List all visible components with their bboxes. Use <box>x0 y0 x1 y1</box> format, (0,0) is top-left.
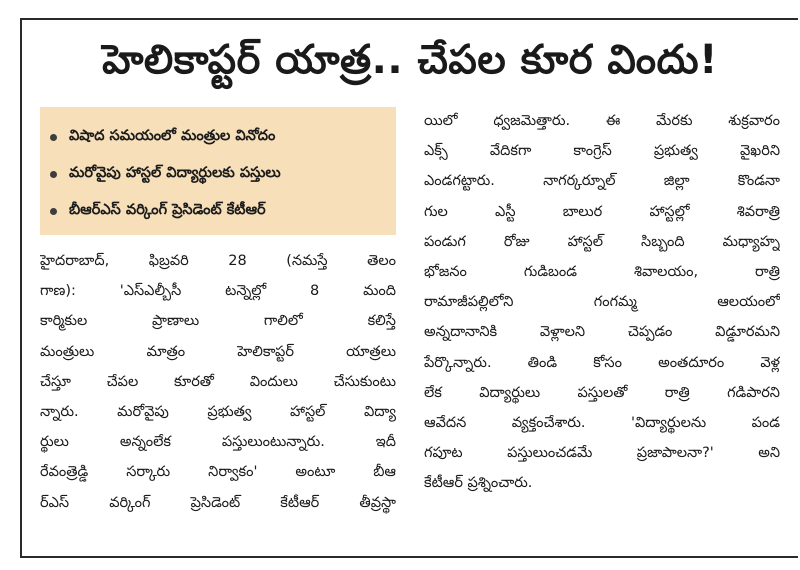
highlight-item <box>50 156 388 193</box>
headline: హెలికాప్టర్ యాత్ర.. చేపల కూర విందు! <box>102 37 718 83</box>
highlights-box <box>40 107 396 235</box>
body-line: పండుగ రోజు హాస్టల్ సిబ్బంది మధ్యాహ్న <box>424 233 780 250</box>
body-line: లేక విద్యార్థులు పస్తులతో రాత్రి గడిపారని <box>424 384 780 401</box>
body-line: మంత్రులు మాత్రం హెలికాప్టర్ యాత్రలు <box>40 343 396 360</box>
body-line: రేవంత్రెడ్డి సర్కారు నిర్వాకం' అంటూ బీఆ <box>40 464 396 481</box>
body-line: యిలో ధ్వజమెత్తారు. ఈ మేరకు శుక్రవారం <box>424 113 780 129</box>
body-line: రామాజీపల్లిలోని గంగమ్మ ఆలయంలో <box>424 294 780 311</box>
body-line: ఆవేదన వ్యక్తంచేశారు. 'విద్యార్థులను పండ <box>424 415 780 432</box>
right-column-body <box>424 106 780 499</box>
highlight-item <box>50 193 388 230</box>
body-line: గపూట పస్తులుంచడమే ప్రజాపాలనా?' అని <box>424 445 780 462</box>
body-line: కేటీఆర్ ప్రశ్నించారు. <box>424 475 533 492</box>
highlight-text: బీఆర్ఎస్ వర్కింగ్ ప్రెసిడెంట్ కేటీఆర్ <box>69 201 266 218</box>
body-line: గాణ): 'ఎస్ఎల్బీసీ టన్నెల్లో 8 మంది <box>40 283 396 300</box>
highlight-text: మరోవైపు హాస్టల్ విద్యార్థులకు పస్తులు <box>69 164 281 181</box>
body-line: న్నారు. మరోవైపు ప్రభుత్వ హాస్టల్ విద్యా <box>40 404 396 421</box>
body-line: భోజనం గుడిబండ శివాలయం, రాత్రి <box>424 264 780 281</box>
body-line: గుల ఎస్టీ బాలుర హాస్టల్లో శివరాత్రి <box>424 203 780 220</box>
body-line: అన్నదానానికి వెళ్లాలని చెప్పడం విడ్డూరమని <box>424 324 780 341</box>
body-line: ర్థులు అన్నంలేక పస్తులుంటున్నారు. ఇదీ <box>40 434 396 451</box>
body-line: చేస్తూ చేపల కూరతో విందులు చేసుకుంటు <box>40 373 396 390</box>
bullet-icon <box>50 171 57 178</box>
bullet-icon <box>50 208 57 215</box>
body-line: ఎండగట్టారు. నాగర్కర్నూల్ జిల్లా కొండనా <box>424 173 780 190</box>
highlight-item <box>50 119 388 156</box>
bottom-border-rule <box>20 556 798 558</box>
bullet-icon <box>50 134 57 141</box>
left-border-rule <box>20 18 22 558</box>
top-border-rule <box>20 18 798 20</box>
left-column-body <box>40 246 396 518</box>
body-line: కార్మికుల ప్రాణాలు గాలిలో కలిస్తే <box>40 313 396 330</box>
body-line: ఎక్స్ వేదికగా కాంగ్రెస్ ప్రభుత్వ వైఖరిని <box>424 143 780 160</box>
body-line: ర్ఎస్ వర్కింగ్ ప్రెసిడెంట్ కేటీఆర్ తీవ్రస్థా <box>40 494 396 511</box>
body-line: పేర్కొన్నారు. తిండి కోసం అంతదూరం వెళ్ల <box>424 354 780 371</box>
body-line: హైదరాబాద్, ఫిబ్రవరి 28 (నమస్తే తెలం <box>40 253 396 269</box>
highlight-text: విషాద సమయంలో మంత్రుల వినోదం <box>69 127 276 144</box>
